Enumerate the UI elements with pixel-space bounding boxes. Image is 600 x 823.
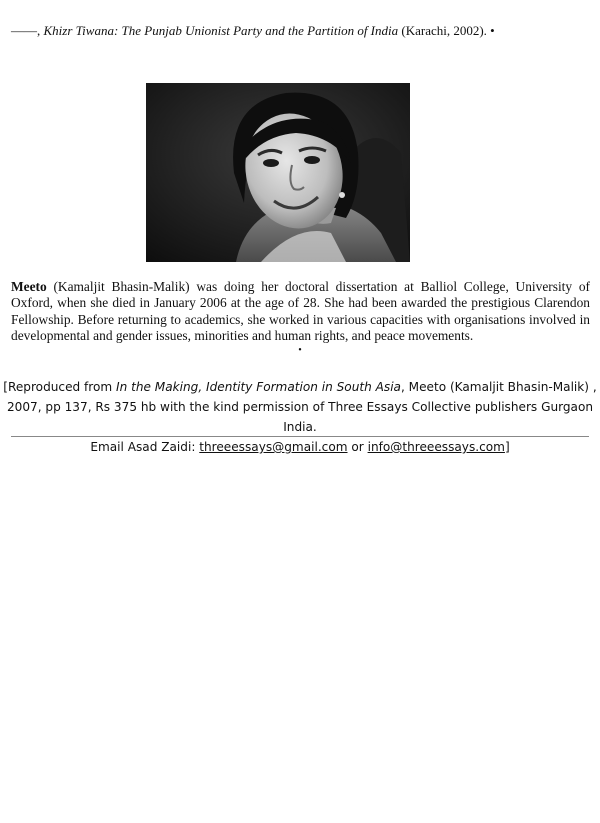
horizontal-rule [11,436,589,437]
repro-after-title: , Meeto (Kamaljit Bhasin-Malik) , [400,380,597,394]
separator-bullet: • [298,345,302,356]
repro-suffix: ] [504,440,510,454]
reference-dash: ——, [11,23,44,38]
reproduction-note [0,377,600,457]
portrait-photo [146,83,410,262]
repro-email-prefix: Email Asad Zaidi: [90,440,200,454]
reference-details: (Karachi, 2002). • [398,23,495,38]
reference-citation [11,22,591,40]
author-bio [11,279,590,345]
repro-line-1 [0,377,600,397]
repro-prefix: [Reproduced from [3,380,117,394]
repro-line-2: 2007, pp 137, Rs 375 hb with the kind permission of Three Essays Collective publishers Gurgaon India. [6,400,594,434]
bio-text: (Kamaljit Bhasin-Malik) was doing her doctoral dissertation at Balliol College, University of Oxford, when she died in January 2006 at the age of 28. She had been awarded the prestigious Clarendon Fellowship. Before returning to academics, she worked in various capacities with organisations involved in developmental and gender issues, minorities and human rights, and peace movements. [11,279,590,344]
repro-book-title: In the Making, Identity Formation in South Asia [116,380,401,394]
reference-title: Khizr Tiwana: The Punjab Unionist Party and the Partition of India [43,23,399,38]
email-link-gmail[interactable]: threeessays@gmail.com [199,440,348,454]
repro-or: or [347,440,368,454]
email-link-info[interactable]: info@threeessays.com [367,440,505,454]
repro-line-3 [0,437,600,457]
bio-name: Meeto [11,279,47,294]
